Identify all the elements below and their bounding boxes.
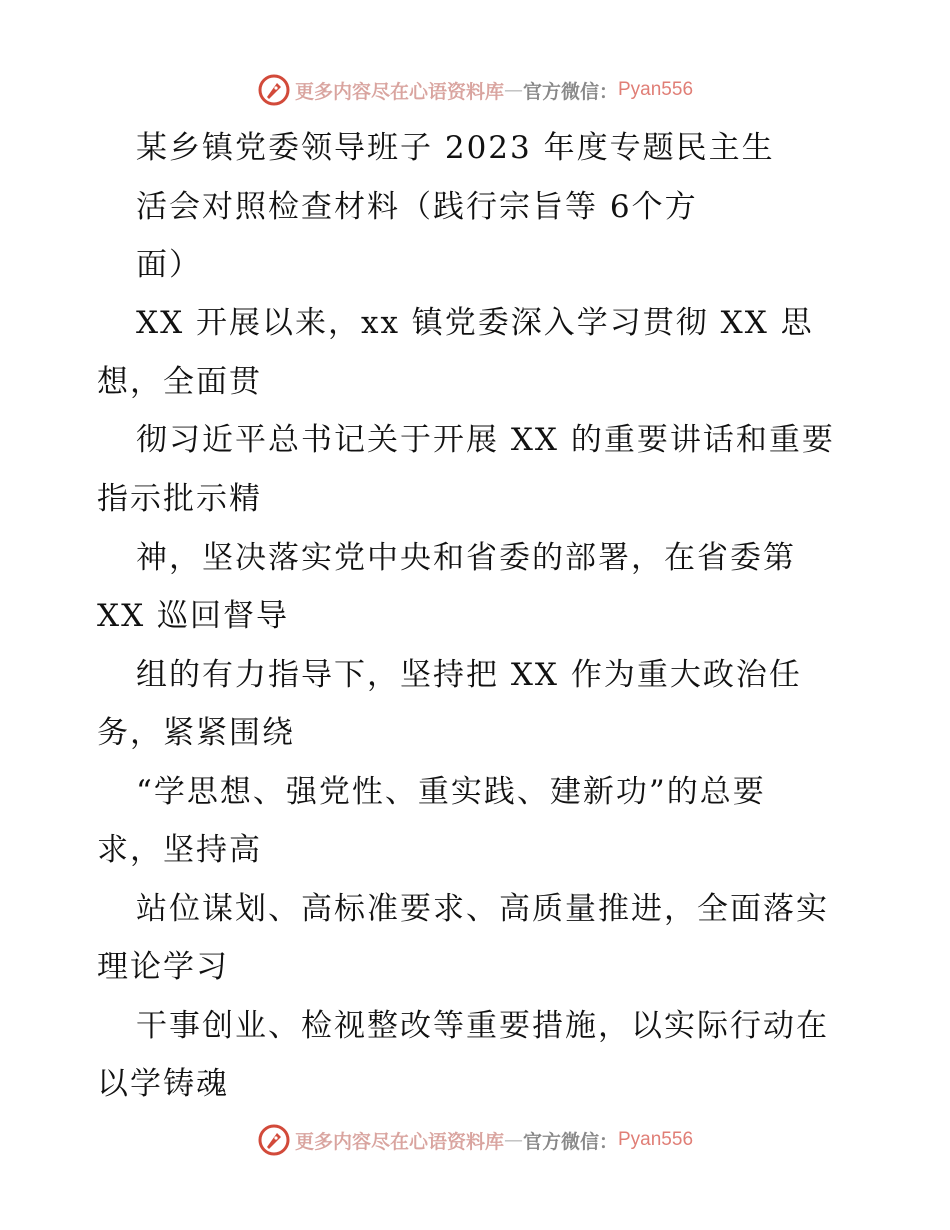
watermark-main-text: 更多内容尽在心语资料库 bbox=[294, 1130, 504, 1153]
watermark-main-text: 更多内容尽在心语资料库 bbox=[294, 80, 504, 103]
pen-nib-logo-icon bbox=[257, 1123, 291, 1157]
watermark-label: 官方微信： bbox=[522, 80, 618, 103]
watermark-label: 官方微信： bbox=[522, 1130, 618, 1153]
watermark-dash: — bbox=[503, 1129, 523, 1151]
title-line-1: 某乡镇党委领导班子 2023 年度专题民主生 bbox=[136, 130, 775, 166]
body-line: XX 巡回督导 bbox=[97, 598, 289, 634]
body-line: “学思想、强党性、重实践、建新功”的总要 bbox=[136, 774, 766, 810]
body-line: 务，紧紧围绕 bbox=[97, 715, 295, 751]
watermark-wechat-id: Pyan556 bbox=[618, 79, 694, 100]
title-line-3: 面） bbox=[136, 247, 202, 283]
body-line: 理论学习 bbox=[97, 949, 229, 985]
body-line: 彻习近平总书记关于开展 XX 的重要讲话和重要 bbox=[136, 422, 835, 458]
title-line-2: 活会对照检查材料（践行宗旨等 6个方 bbox=[136, 189, 698, 225]
body-line: 干事创业、检视整改等重要措施，以实际行动在 bbox=[136, 1008, 829, 1044]
body-line: XX 开展以来，xx 镇党委深入学习贯彻 XX 思 bbox=[136, 305, 814, 341]
body-line: 想，全面贯 bbox=[97, 364, 262, 400]
pen-nib-logo-icon bbox=[257, 73, 291, 107]
watermark-dash: — bbox=[503, 79, 523, 101]
body-line: 指示批示精 bbox=[97, 481, 262, 517]
body-line: 求，坚持高 bbox=[97, 832, 262, 868]
watermark-wechat-id: Pyan556 bbox=[618, 1129, 694, 1150]
header-watermark bbox=[0, 70, 950, 110]
body-line: 站位谋划、高标准要求、高质量推进，全面落实 bbox=[136, 891, 829, 927]
footer-watermark bbox=[0, 1120, 950, 1160]
body-line: 组的有力指导下，坚持把 XX 作为重大政治任 bbox=[136, 657, 802, 693]
body-line: 神，坚决落实党中央和省委的部署，在省委第 bbox=[136, 540, 796, 576]
body-line: 以学铸魂 bbox=[97, 1066, 229, 1102]
